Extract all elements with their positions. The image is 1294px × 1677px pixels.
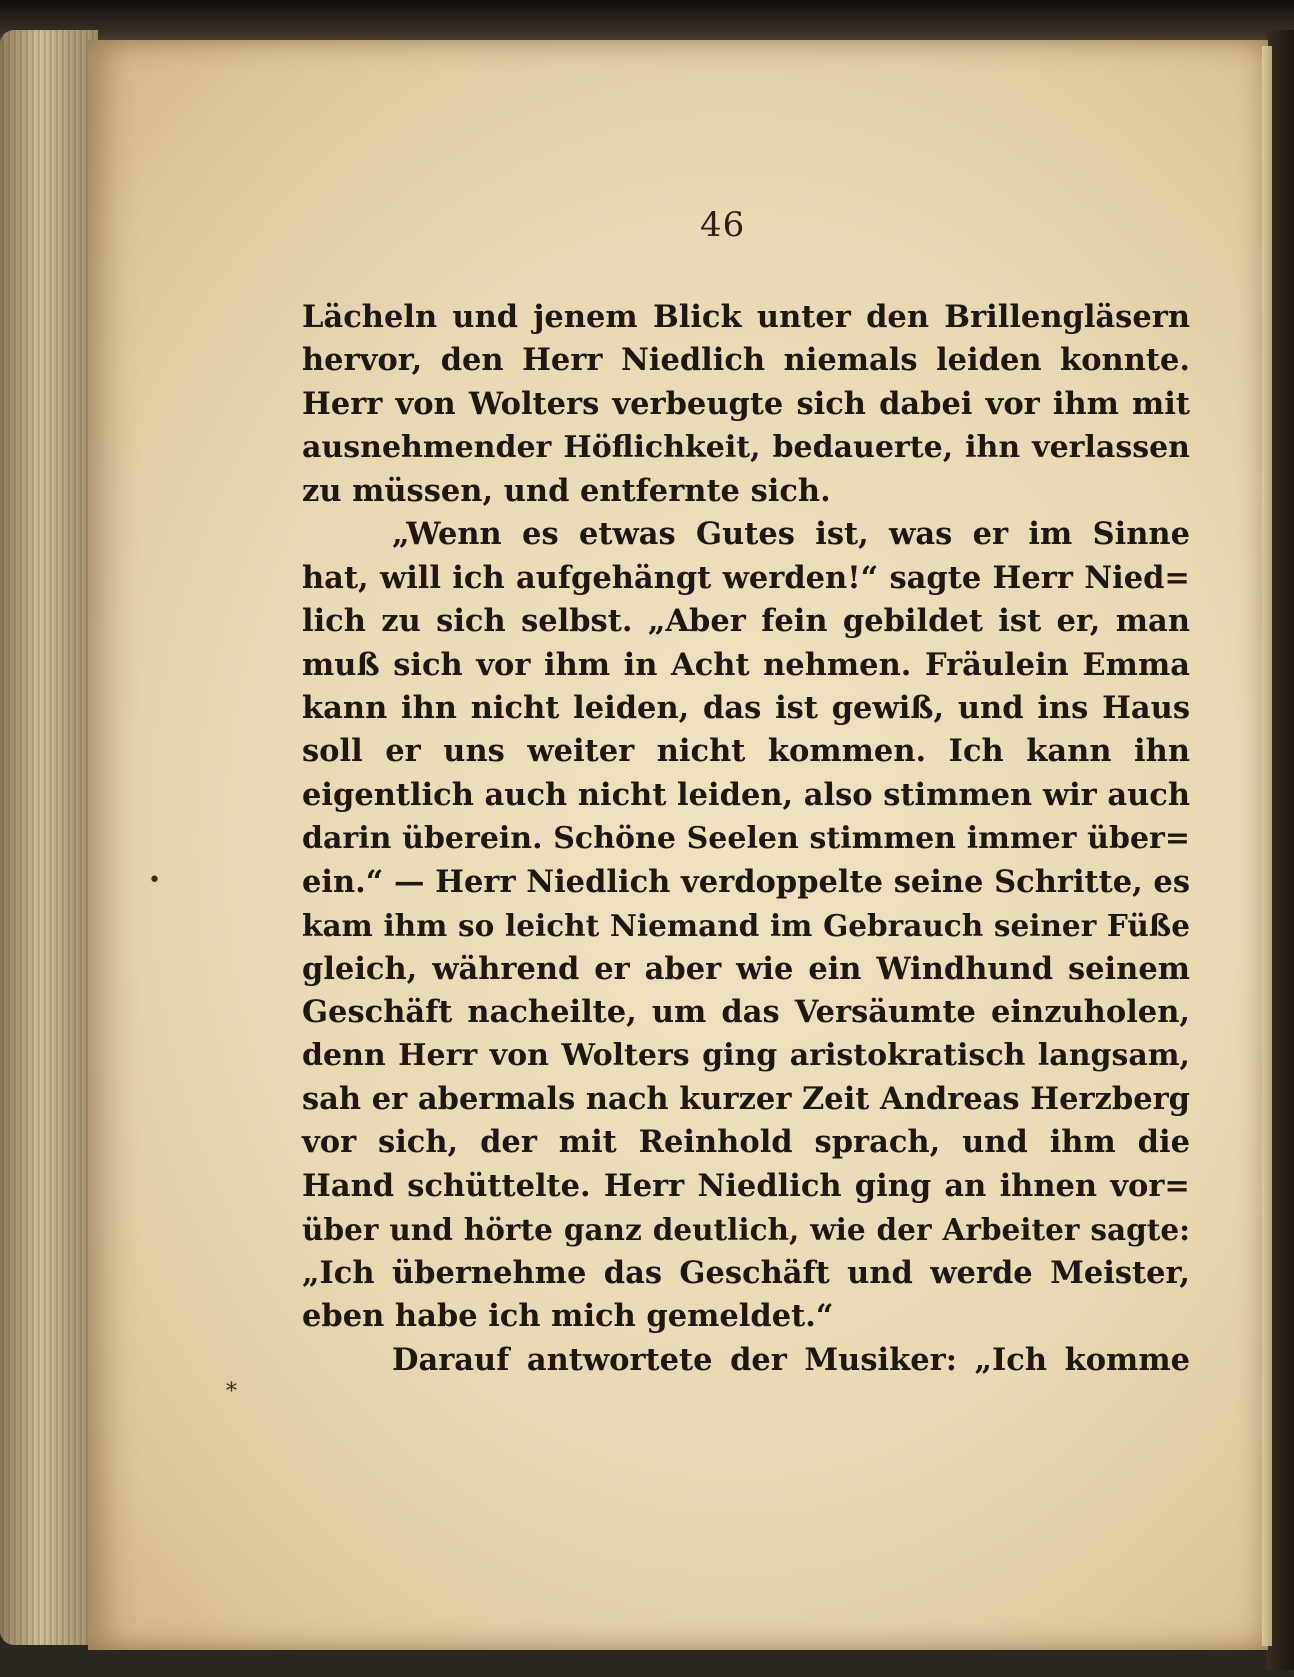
text-line: kam ihm so leicht Niemand im Gebrauch seiner Füße	[302, 908, 1190, 944]
text-line: hervor, den Herr Niedlich niemals leiden konnte.	[302, 342, 1190, 379]
page-edges-shadow	[0, 30, 98, 1645]
text-line: zu müssen, und entfernte sich.	[302, 472, 831, 509]
margin-speck-mark: •	[148, 868, 161, 893]
body-text	[302, 296, 1190, 1382]
margin-speck-mark: ⁎	[226, 1372, 237, 1397]
text-line: „Wenn es etwas Gutes ist, was er im Sinne	[392, 516, 1190, 553]
text-line: lich zu sich selbst. „Aber fein gebildet ist er, man	[302, 603, 1190, 640]
text-line: muß sich vor ihm in Acht nehmen. Fräulein Emma	[302, 646, 1190, 683]
text-line: eigentlich auch nicht leiden, also stimmen wir auch	[302, 776, 1191, 813]
text-line: eben habe ich mich gemeldet.“	[302, 1298, 834, 1335]
text-line: Geschäft nacheilte, um das Versäumte einzuholen,	[302, 994, 1190, 1030]
page-number: 46	[700, 205, 746, 245]
text-line: Darauf antwortete der Musiker: „Ich komme	[392, 1341, 1190, 1378]
text-line: „Ich übernehme das Geschäft und werde Meister,	[302, 1254, 1190, 1291]
text-line: ausnehmender Höflichkeit, bedauerte, ihn verlassen	[302, 430, 1190, 466]
text-line: ein.“ — Herr Niedlich verdoppelte seine Schritte, es	[302, 863, 1190, 900]
text-line: sah er abermals nach kurzer Zeit Andreas Herzberg	[302, 1080, 1190, 1117]
text-line: soll er uns weiter nicht kommen. Ich kann ihn	[302, 733, 1190, 770]
text-line: Lächeln und jenem Blick unter den Brillengläsern	[302, 299, 1190, 335]
text-line: vor sich, der mit Reinhold sprach, und ihm die	[302, 1124, 1190, 1161]
text-line: denn Herr von Wolters ging aristokratisch langsam,	[302, 1038, 1190, 1074]
text-line: über und hörte ganz deutlich, wie der Arbeiter sagte:	[302, 1212, 1190, 1248]
text-line: darin überein. Schöne Seelen stimmen immer über=	[302, 821, 1190, 857]
text-line: Hand schüttelte. Herr Niedlich ging an ihnen vor=	[302, 1167, 1190, 1204]
text-line: Herr von Wolters verbeugte sich dabei vor ihm mit	[302, 385, 1190, 422]
text-line: gleich, während er aber wie ein Windhund seinem	[302, 950, 1190, 987]
text-line: hat, will ich aufgehängt werden!“ sagte Herr Nied=	[302, 559, 1190, 596]
text-line: kann ihn nicht leiden, das ist gewiß, und ins Haus	[302, 689, 1190, 726]
next-page-edge	[1262, 46, 1272, 1646]
